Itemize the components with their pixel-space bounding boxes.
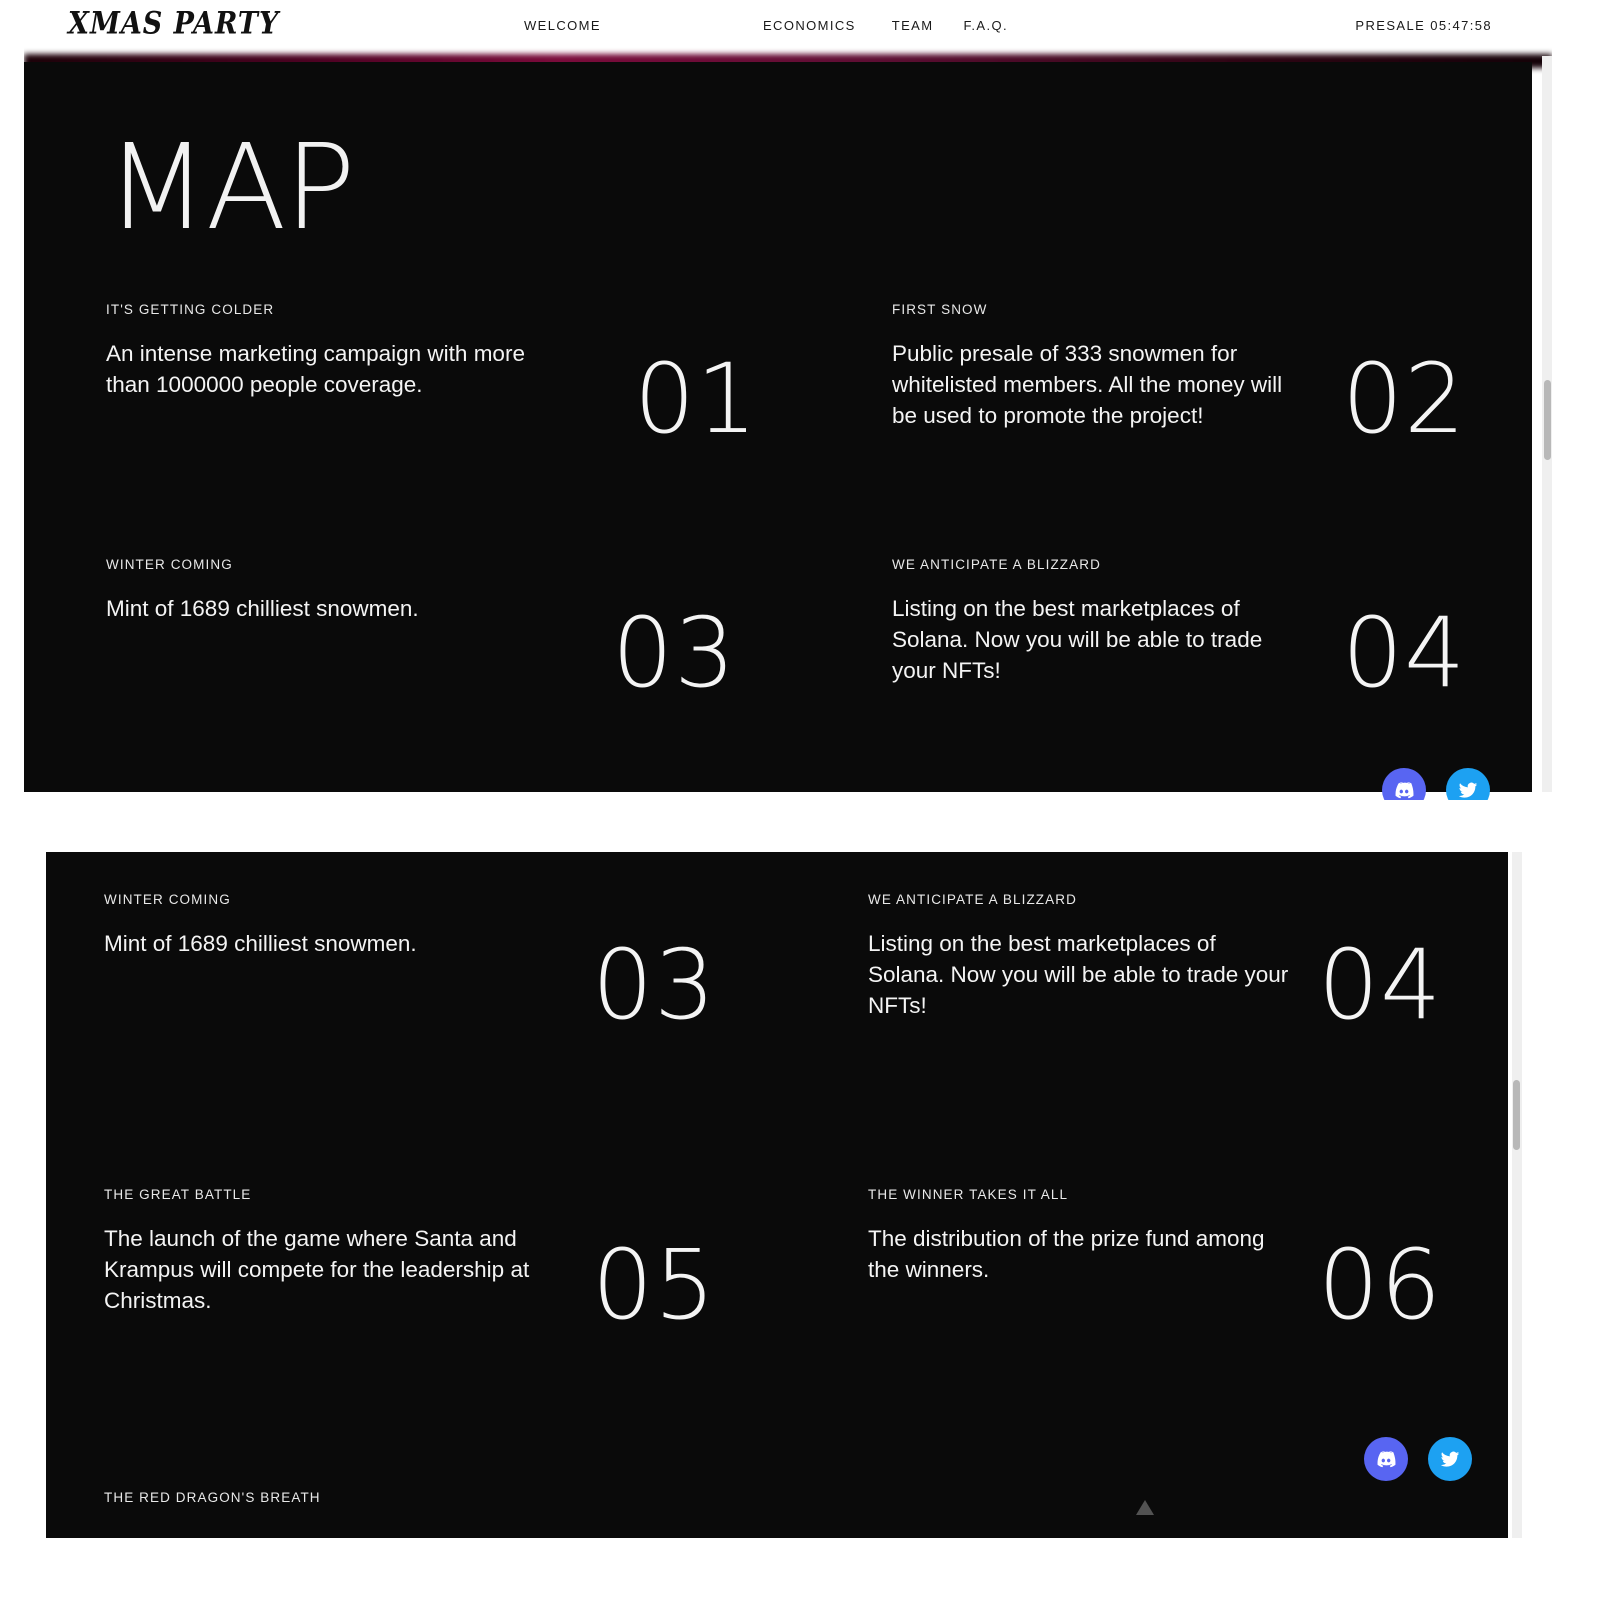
twitter-icon[interactable] xyxy=(1428,1437,1472,1481)
roadmap-item-label: WINTER COMING xyxy=(104,892,231,907)
roadmap-item-description: Listing on the best marketplaces of Solana. Now you will be able to trade your NFTs! xyxy=(868,931,1289,1018)
roadmap-item-06 xyxy=(868,1187,1288,1286)
main-navigation xyxy=(524,18,1008,33)
social-links-top xyxy=(1382,768,1490,800)
roadmap-item-description: Mint of 1689 chilliest snowmen. xyxy=(106,596,419,621)
roadmap-item-label: FIRST SNOW xyxy=(892,302,988,317)
brand-logo[interactable]: XMAS PARTY xyxy=(68,5,280,42)
roadmap-item-description: The launch of the game where Santa and Krampus will compete for the leadership at Christmas. xyxy=(104,1226,530,1313)
roadmap-item-number-05: 05 xyxy=(592,1229,717,1341)
roadmap-item-label: IT'S GETTING COLDER xyxy=(106,302,275,317)
discord-icon[interactable] xyxy=(1382,768,1426,800)
roadmap-item-label: THE WINNER TAKES IT ALL xyxy=(868,1187,1069,1202)
roadmap-item-03 xyxy=(106,557,536,625)
scroll-hint-caret-icon xyxy=(1136,1500,1154,1515)
nav-item-economics[interactable]: ECONOMICS xyxy=(762,18,856,33)
nav-item-faq[interactable]: F.A.Q. xyxy=(963,18,1009,33)
discord-icon[interactable] xyxy=(1364,1437,1408,1481)
roadmap-item-02 xyxy=(892,302,1312,431)
roadmap-item-number-06: 06 xyxy=(1318,1229,1443,1341)
roadmap-item-description: An intense marketing campaign with more than 1000000 people coverage. xyxy=(106,341,525,397)
roadmap-item-number-02: 02 xyxy=(1342,343,1467,455)
roadmap-item-03-b xyxy=(104,892,524,960)
browser-viewport-bottom xyxy=(46,852,1508,1538)
roadmap-item-05 xyxy=(104,1187,534,1316)
scrollbar-track-bottom[interactable] xyxy=(1512,852,1522,1538)
nav-item-welcome[interactable]: WELCOME xyxy=(524,18,601,33)
roadmap-item-description: Mint of 1689 chilliest snowmen. xyxy=(104,931,417,956)
site-header xyxy=(24,0,1552,56)
browser-viewport-top xyxy=(24,0,1552,800)
scrollbar-thumb-top[interactable] xyxy=(1544,380,1551,460)
roadmap-item-label: WE ANTICIPATE A BLIZZARD xyxy=(868,892,1077,907)
roadmap-item-description: Public presale of 333 snowmen for whitelisted members. All the money will be used to promote the project! xyxy=(892,341,1283,428)
roadmap-item-number-04-b: 04 xyxy=(1318,929,1443,1041)
roadmap-item-number-03: 03 xyxy=(612,597,737,709)
roadmap-item-number-03-b: 03 xyxy=(592,929,717,1041)
roadmap-item-description: Listing on the best marketplaces of Solana. Now you will be able to trade your NFTs! xyxy=(892,596,1263,683)
roadmap-item-label: WINTER COMING xyxy=(106,557,233,572)
roadmap-item-number-04: 04 xyxy=(1342,597,1467,709)
page-title: MAP xyxy=(106,118,354,256)
roadmap-item-number-01: 01 xyxy=(634,343,759,455)
nav-item-team[interactable]: TEAM xyxy=(891,18,934,33)
roadmap-item-label: WE ANTICIPATE A BLIZZARD xyxy=(892,557,1101,572)
social-links-bottom xyxy=(1364,1437,1472,1481)
roadmap-section-top xyxy=(24,62,1532,792)
twitter-icon[interactable] xyxy=(1446,768,1490,800)
scrollbar-thumb-bottom[interactable] xyxy=(1513,1080,1520,1150)
roadmap-item-label: THE GREAT BATTLE xyxy=(104,1187,252,1202)
panel-separator xyxy=(0,800,1600,852)
roadmap-next-label: THE RED DRAGON'S BREATH xyxy=(104,1490,321,1505)
roadmap-item-01 xyxy=(106,302,536,401)
presale-countdown[interactable]: PRESALE 05:47:58 xyxy=(1355,18,1492,33)
roadmap-item-description: The distribution of the prize fund among the winners. xyxy=(868,1226,1265,1282)
roadmap-item-04-b xyxy=(868,892,1298,1021)
roadmap-item-04 xyxy=(892,557,1312,686)
